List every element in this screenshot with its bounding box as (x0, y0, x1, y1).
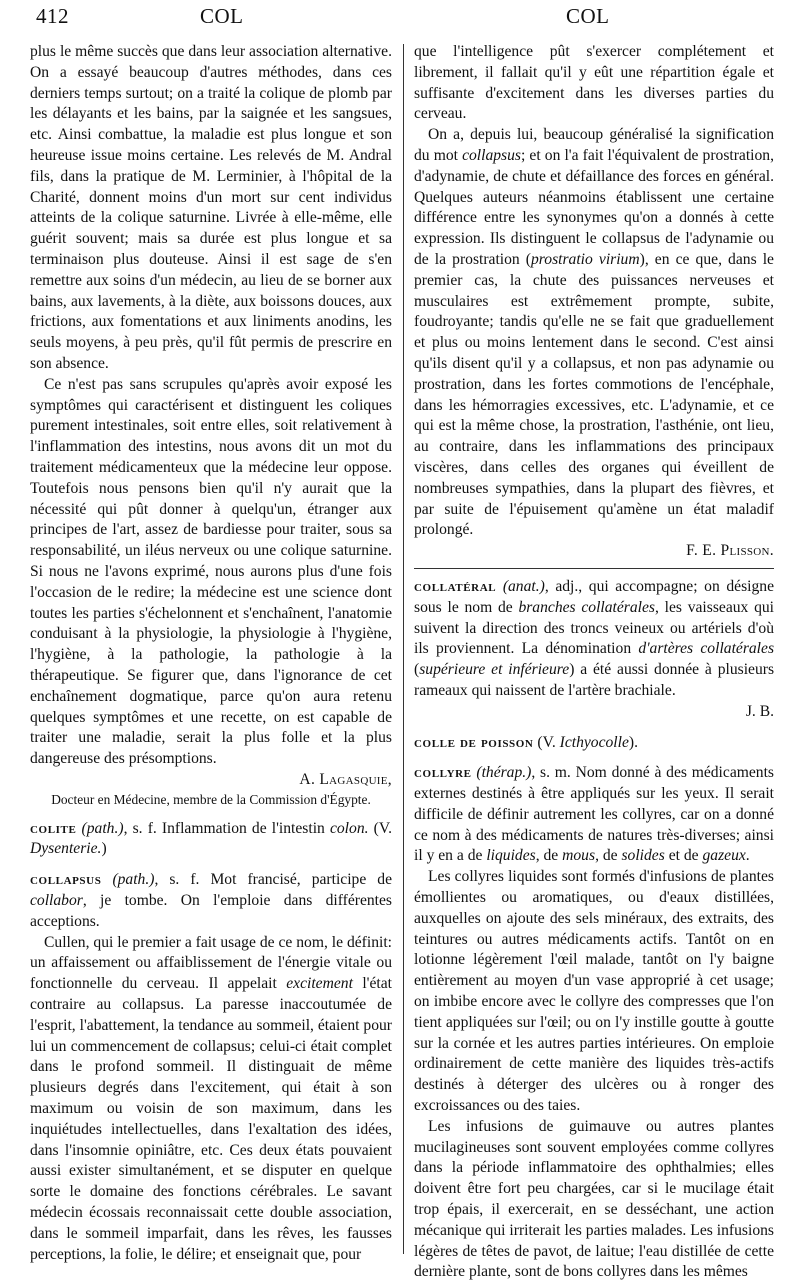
headword: colite (30, 819, 77, 837)
running-head-right: COL (566, 4, 610, 28)
headword: collyre (414, 764, 472, 782)
entry-collyre: collyre (thérap.), s. m. Nom donné à des médicaments externes destinés à être appliqués sur les yeux. Il serait difficile de définir autrement les collyres, car on a donné ce nom à des médicaments de natures très-diverses; ainsi il y en a de liquides, de mous, de solides et de gazeux. (414, 764, 774, 865)
paragraph: Ce n'est pas sans scrupules qu'après avoir exposé les symptômes qui caractérisent et distinguent les coliques purement intestinales, soit entre elles, soit relativement à l'inflammation des intestins, nous avons dit un mot du traitement médicamenteux que la médecine leur oppose. Toutefois nous pensons bien qu'il n'y aurait que la nécessité qui pût donner à quelqu'un, étranger aux principes de l'art, assez de bardiesse pour traiter, sous sa responsabilité, un iléus nerveux ou une colique saturnine. Si nous ne l'avons exprimé, nous aurons plus d'une fois l'occasion de le redire; la médecine est une science dont toutes les parties s'échelonnent et s'enchaînent, l'anatomie conduisant à la physiologie, la physiologie à l'hygiène, l'hygiène, à la pathologie, la pathologie à la thérapeutique. Se figurer que, dans l'ignorance de cet enchaînement dogmatique, parce qu'on aura retenu quelques symptômes et une recette, on est capable de traiter une maladie, serait la plus folle et la plus dangereuse des présomptions. (30, 375, 392, 768)
column-divider (403, 44, 404, 1254)
author-affiliation: Docteur en Médecine, membre de la Commission d'Égypte. (51, 791, 371, 807)
paragraph: plus le même succès que dans leur association alternative. On a essayé beaucoup d'autres méthodes, dans ces derniers temps surtout; on a traité la colique de plomb par les délayants et les bains, par la saignée et les sangsues, etc. Ainsi combattue, la maladie est plus longue et son heureuse issue moins certaine. Les relevés de M. Andral fils, dans la pratique de M. Lerminier, à l'hôpital de la Charité, donnent moins d'un mort sur cent individus atteints de la colique saturnine. Livrée à elle-même, elle guérit souvent; mais sa durée est plus longue et sa terminaison plus douteuse. Ainsi il est sage de s'en remettre aux soins d'un médecin, au lieu de se borner aux bains, aux lavements, à la diète, aux boissons douces, aux frictions, aux fomentations et aux liniments anodins, les seuls moyens, à peu près, qu'il fût permis de prescrire en son absence. (30, 43, 392, 372)
headword: collapsus (30, 871, 102, 889)
paragraph: que l'intelligence pût s'exercer complétement et librement, il fallait qu'il y eût une répartition égale et suffisante d'excitement dans les diverses parties du cerveau. (414, 43, 774, 123)
entry-colite: colite (path.), s. f. Inflammation de l'intestin colon. (V. Dysenterie.) (30, 819, 392, 858)
left-column (30, 42, 392, 1265)
page-number: 412 (36, 4, 69, 28)
paragraph: Les infusions de guimauve ou autres plantes mucilagineuses sont souvent employées comme collyres dans la période inflammatoire des ophthalmies; elles doivent être fort peu chargées, car si le mucilage était trop épais, il exercerait, en se desséchant, une action mécanique qui irriterait les parties malades. Les infusions légères de têtes de pavot, de laitue; l'eau distillée de cette dernière plante, sont de bons collyres dans les mêmes (414, 1117, 774, 1281)
paragraph: Cullen, qui le premier a fait usage de ce nom, le définit: un affaissement ou affaiblissement de l'énergie vitale ou fonctionnelle du cerveau. Il appelait excitement l'état contraire au collapsus. La paresse inaccoutumée de l'esprit, l'abattement, la tendance au sommeil, étaient pour lui un commencement de collapsus; celui-ci était complet dans le profond sommeil. Il distinguait de même plusieurs degrés dans l'excitement, qui était à son maximum ou voisin de son maximum, dans les inquiétudes intellectuelles, dans l'exaltation des idées, dans l'insomnie opiniâtre, etc. Ces deux états pouvaient aussi exister simultanément, et se disputer en quelque sorte le domaine des fonctions cérébrales. Le savant médecin écossais reconnaissait cette double association, dans le sommeil imparfait, dans les rêves, les fausses perceptions, la folie, le délire; et enseignait que, pour (30, 933, 392, 1263)
page-header (0, 4, 800, 44)
right-column (414, 42, 774, 1283)
author-signature: A. Lagasquie, (299, 770, 392, 788)
entry-collapsus: collapsus (path.), s. f. Mot francisé, participe de collabor, je tombe. On l'emploie dans différentes acceptions. (30, 871, 392, 930)
author-signature: J. B. (745, 702, 774, 720)
cross-reference: Icthyocolle (559, 733, 629, 751)
entry-colle-de-poisson: colle de poisson (V. Icthyocolle). (414, 733, 638, 751)
section-rule (414, 568, 774, 569)
author-signature: F. E. Plisson. (686, 542, 774, 560)
running-head-left: COL (200, 4, 244, 28)
entry-collateral: collatéral (anat.), adj., qui accompagne; on désigne sous le nom de branches collatérales, les vaisseaux qui suivent la direction des troncs veineux ou artériels d'où ils proviennent. La dénomination d'artères collatérales (supérieure et inférieure) a été aussi donnée à plusieurs rameaux qui naissent de l'artère brachiale. (414, 577, 775, 699)
headword: collatéral (414, 577, 497, 595)
headword: colle de poisson (414, 733, 534, 751)
cross-reference: Dysenterie. (30, 840, 102, 858)
paragraph: Les collyres liquides sont formés d'infusions de plantes émollientes ou aromatiques, ou d'eaux distillées, auxquelles on ajoute des sels minéraux, des extraits, des teintures ou autres médicaments actifs. Tantôt on en lotionne légèrement l'œil malade, tantôt on l'y baigne entièrement au moyen d'un vase approprié à cet usage; on imbibe encore avec le collyre des compresses que l'on tient appliquées sur l'œil; ou on l'y instille goutte à goutte sur la cornée et les autres parties intérieures. On emploie ordinairement de cette manière des liquides très-actifs destinés à déterger des ulcères ou à ronger des excroissances ou des taies. (414, 868, 774, 1115)
paragraph: On a, depuis lui, beaucoup généralisé la signification du mot collapsus; et on l'a fait l'équivalent de prostration, d'adynamie, de chute et défaillance des forces en général. Quelques auteurs néanmoins établissent une certaine différence entre les synonymes qu'on a donnés à cette expression. Ils distinguent le collapsus de l'adynamie ou de la prostration (prostratio virium), en ce que, dans le premier cas, la chute des puissances nerveuses et musculaires est extrêmement prompte, subite, foudroyante; tandis qu'elle ne se fait que graduellement et plus ou moins lentement dans le second. C'est ainsi qu'ils disent qu'il y a collapsus, et non pas adynamie ou prostration, dans les fortes commotions de l'encéphale, dans les hémorragies excessives, etc. L'adynamie, et ce qui est la même chose, la prostration, l'asthénie, ont lieu, au contraire, dans les inflammations des principaux viscères, dans celles des organes qui éveillent de nombreuses sympathies, dans la plupart des fièvres, et par suite de l'épuisement qu'amène un état maladif prolongé. (414, 126, 774, 539)
